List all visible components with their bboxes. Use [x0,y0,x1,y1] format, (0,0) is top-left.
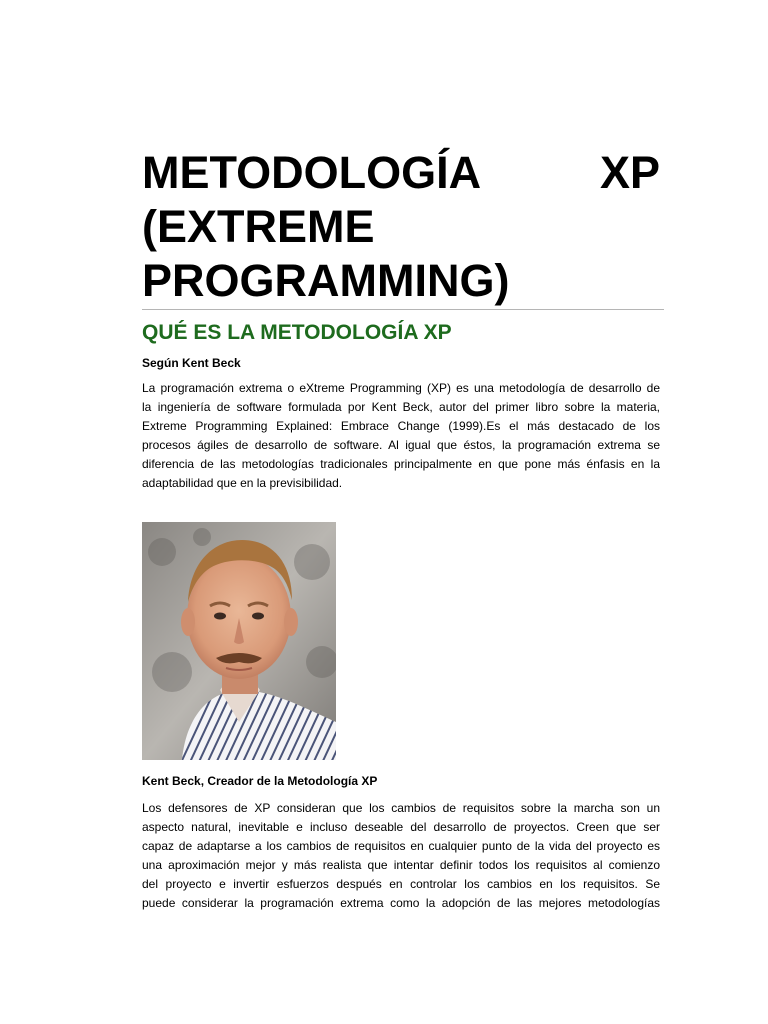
paragraph-line: Extreme Programming Explained: Embrace Change (1999).Es el más destacado de los [142,419,660,433]
paragraph-line: una aproximación mejor y más realista que intentar definir todos los requisitos al comienzo [142,858,660,872]
title-line-2 [142,200,660,254]
paragraph-line: Los defensores de XP consideran que los cambios de requisitos sobre la marcha son un [142,801,660,815]
title-word-extreme: (EXTREME [142,201,375,252]
document-title [142,146,660,308]
title-line-1 [142,146,660,200]
paragraph-line: aspecto natural, inevitable e incluso deseable del desarrollo de proyectos. Creen que ser [142,820,660,834]
portrait-photo [142,522,336,760]
photo-caption: Kent Beck, Creador de la Metodología XP [142,774,378,788]
paragraph-body [142,799,660,913]
title-line-3 [142,254,660,308]
paragraph-line: capaz de adaptarse a los cambios de requisitos en cualquier punto de la vida del proyecto es [142,839,660,853]
title-word-metodologia: METODOLOGÍA [142,147,482,198]
paragraph-line: adaptabilidad que en la previsibilidad. [142,476,343,490]
paragraph-line: puede considerar la programación extrema como la adopción de las mejores metodologías [142,896,660,910]
paragraph-line: diferencia de las metodologías tradicionales principalmente en que pone más énfasis en la [142,457,660,471]
paragraph-line: del proyecto e invertir esfuerzos después en controlar los cambios en los requisitos. Se [142,877,660,891]
title-word-xp: XP [599,147,660,198]
title-word-programming: PROGRAMMING) [142,255,510,306]
section-heading: QUÉ ES LA METODOLOGÍA XP [142,321,452,344]
portrait-image [142,522,336,760]
paragraph-intro [142,379,660,493]
paragraph-line: La programación extrema o eXtreme Programming (XP) es una metodología de desarrollo de [142,381,660,395]
byline: Según Kent Beck [142,356,241,370]
paragraph-line: la ingeniería de software formulada por Kent Beck, autor del primer libro sobre la materia, [142,400,660,414]
paragraph-line: procesos ágiles de desarrollo de software. Al igual que éstos, la programación extrema se [142,438,660,452]
title-divider [142,309,664,310]
